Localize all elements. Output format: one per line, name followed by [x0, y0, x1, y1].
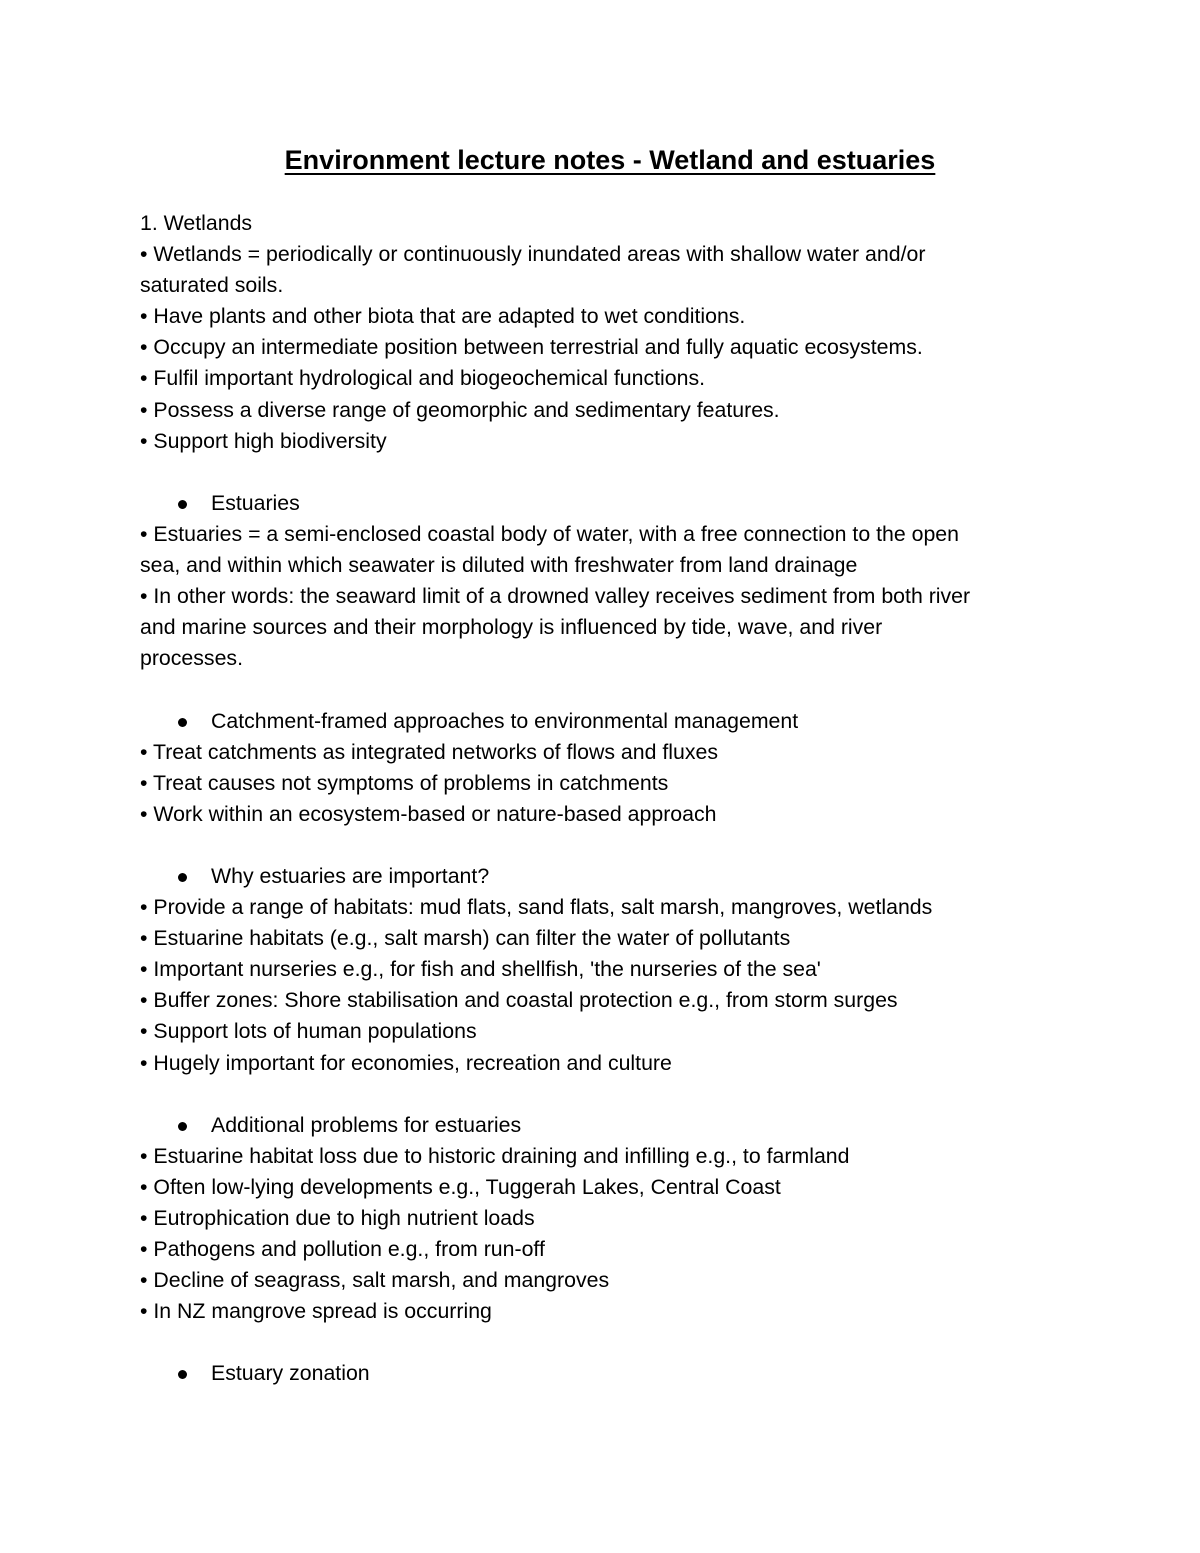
section-heading-text: Catchment-framed approaches to environmental management	[211, 708, 799, 733]
section-line: sea, and within which seawater is diluted with freshwater from land drainage	[140, 553, 858, 578]
section-line: • Support lots of human populations	[140, 1019, 477, 1044]
section-line: • Pathogens and pollution e.g., from run-off	[140, 1237, 545, 1262]
section-line: and marine sources and their morphology is influenced by tide, wave, and river	[140, 615, 883, 640]
intro-line: • Possess a diverse range of geomorphic and sedimentary features.	[140, 397, 780, 422]
intro-line: • Support high biodiversity	[140, 428, 387, 453]
section-line: • Provide a range of habitats: mud flats, sand flats, salt marsh, mangroves, wetlands	[140, 895, 933, 920]
bullet-icon	[178, 1370, 187, 1379]
section-heading	[140, 861, 1080, 892]
bullet-icon	[178, 1122, 187, 1131]
section-heading	[140, 706, 1080, 737]
section-line: • Eutrophication due to high nutrient loads	[140, 1206, 535, 1230]
estuaries-section	[140, 488, 1080, 675]
section-line: • Treat causes not symptoms of problems in catchments	[140, 770, 669, 795]
intro-line: • Wetlands = periodically or continuously inundated areas with shallow water and/or	[140, 242, 926, 267]
section-heading-text: Estuary zonation	[211, 1361, 370, 1386]
section-line: • Hugely important for economies, recreation and culture	[140, 1050, 672, 1075]
intro-line: • Fulfil important hydrological and biogeochemical functions.	[140, 366, 706, 391]
section-line: • In NZ mangrove spread is occurring	[140, 1299, 492, 1324]
bullet-icon	[178, 718, 187, 727]
section-heading	[140, 1358, 1080, 1389]
bullet-icon	[178, 873, 187, 882]
catchment-section	[140, 706, 1080, 830]
section-heading-text: Estuaries	[211, 490, 300, 515]
section-line: • In other words: the seaward limit of a drowned valley receives sediment from both river	[140, 584, 971, 609]
section-heading	[140, 488, 1080, 519]
bullet-icon	[178, 500, 187, 509]
section-line: • Buffer zones: Shore stabilisation and coastal protection e.g., from storm surges	[140, 988, 898, 1013]
section-line: processes.	[140, 646, 243, 671]
problems-section	[140, 1110, 1080, 1328]
page-title: Environment lecture notes - Wetland and estuaries	[284, 145, 936, 175]
intro-line: • Occupy an intermediate position between terrestrial and fully aquatic ecosystems.	[140, 335, 923, 360]
intro-section	[140, 208, 1080, 457]
zonation-section	[140, 1358, 1080, 1389]
section-line: • Estuaries = a semi-enclosed coastal body of water, with a free connection to the open	[140, 521, 959, 546]
section-line: • Work within an ecosystem-based or nature-based approach	[140, 801, 717, 826]
section-heading-text: Why estuaries are important?	[211, 863, 490, 888]
section-heading	[140, 1110, 1080, 1141]
intro-line: • Have plants and other biota that are adapted to wet conditions.	[140, 304, 746, 329]
section-line: • Important nurseries e.g., for fish and shellfish, 'the nurseries of the sea'	[140, 957, 821, 982]
section-line: • Treat catchments as integrated networks of flows and fluxes	[140, 739, 719, 764]
section-line: • Often low-lying developments e.g., Tuggerah Lakes, Central Coast	[140, 1174, 781, 1199]
section-heading-text: Additional problems for estuaries	[211, 1112, 522, 1137]
intro-heading: 1. Wetlands	[140, 211, 253, 235]
section-line: • Estuarine habitat loss due to historic draining and infilling e.g., to farmland	[140, 1143, 850, 1168]
importance-section	[140, 861, 1080, 1079]
section-line: • Estuarine habitats (e.g., salt marsh) can filter the water of pollutants	[140, 926, 791, 951]
intro-line: saturated soils.	[140, 273, 284, 298]
document-page	[140, 138, 1080, 1390]
section-line: • Decline of seagrass, salt marsh, and mangroves	[140, 1268, 610, 1293]
